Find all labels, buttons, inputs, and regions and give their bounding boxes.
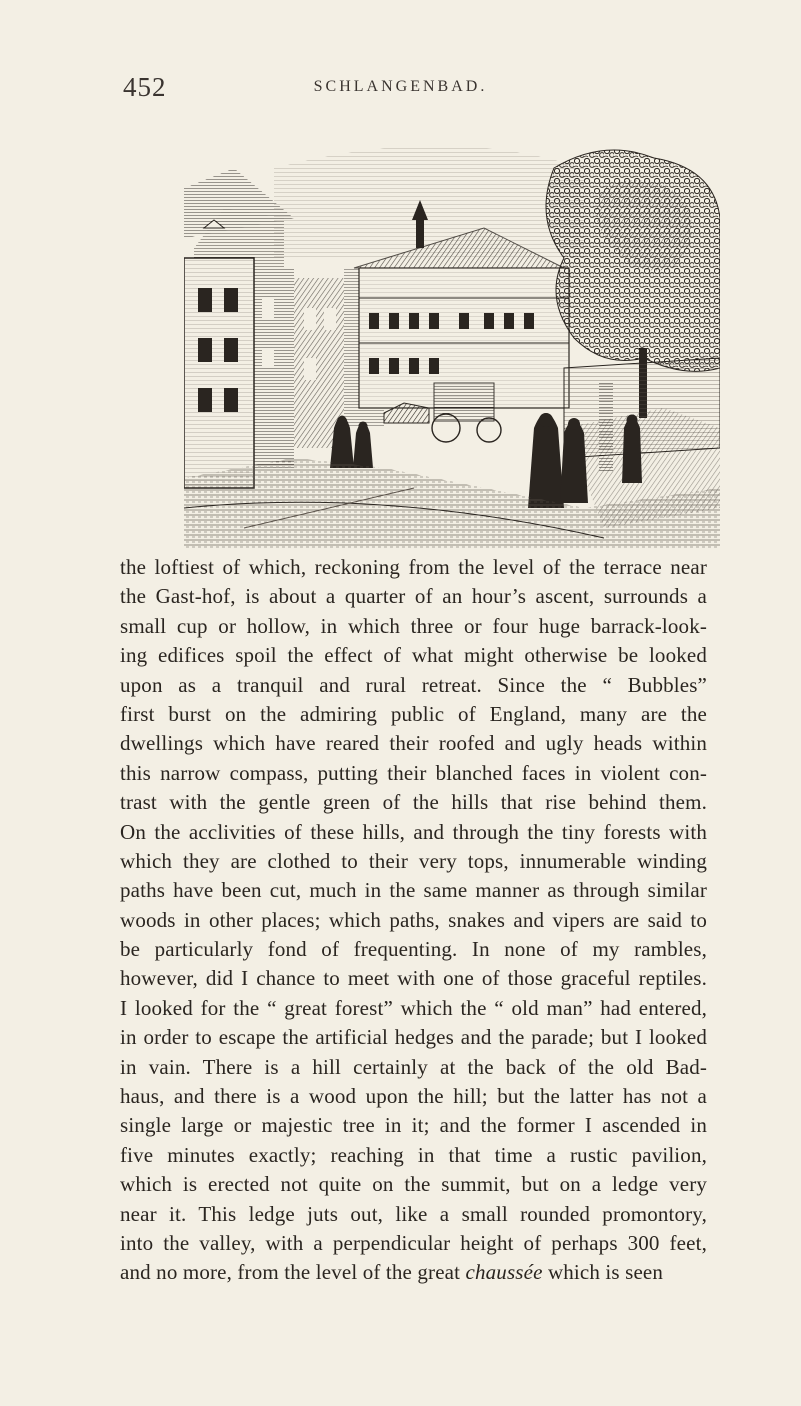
text-line: five minutes exactly; reaching in that time a rustic pavilion,: [120, 1142, 707, 1167]
engraving-illustration: [184, 128, 720, 548]
sky: [274, 146, 584, 259]
text-line: this narrow compass, putting their blanched faces in violent con-: [120, 760, 707, 785]
text-line: which they are clothed to their very tops, innumerable winding: [120, 848, 707, 873]
running-title: SCHLANGENBAD.: [313, 78, 488, 95]
text-line: paths have been cut, much in the same manner as through similar: [120, 878, 707, 903]
text-line: which is erected not quite on the summit, but on a ledge very: [120, 1172, 707, 1197]
text-line: however, did I chance to meet with one of those graceful reptiles.: [120, 966, 707, 991]
text-line: in vain. There is a hill certainly at the back of the old Bad-: [120, 1054, 707, 1079]
text-line: upon as a tranquil and rural retreat. Since the “ Bubbles”: [120, 672, 707, 697]
text-line: first burst on the admiring public of England, many are the: [120, 701, 707, 726]
text-line: ing edifices spoil the effect of what might otherwise be looked: [120, 643, 707, 668]
italic-word: chaussée: [465, 1260, 543, 1285]
page-number: 452: [123, 72, 167, 102]
text-lines: [120, 553, 707, 1258]
text-line: single large or majestic tree in it; and the former I ascended in: [120, 1113, 707, 1138]
text-line: [120, 1258, 707, 1287]
text-line: woods in other places; which paths, snakes and vipers are said to: [120, 907, 707, 932]
engraving-svg: [184, 128, 720, 548]
text-line: haus, and there is a wood upon the hill; but the latter has not a: [120, 1084, 707, 1109]
text-line: the Gast-hof, is about a quarter of an hour’s ascent, surrounds a: [120, 584, 707, 609]
text-line: On the acclivities of these hills, and through the tiny forests with: [120, 819, 707, 844]
text-line: I looked for the “ great forest” which the “ old man” had entered,: [120, 995, 707, 1020]
text-line: the loftiest of which, reckoning from the level of the terrace near: [120, 555, 707, 579]
running-head: [0, 72, 801, 112]
body-text: [120, 553, 707, 1288]
last-line-before: and no more, from the level of the great: [120, 1260, 466, 1285]
text-line: be particularly fond of frequenting. In none of my rambles,: [120, 937, 707, 962]
text-line: near it. This ledge juts out, like a small rounded promontory,: [120, 1201, 707, 1226]
text-line: trast with the gentle green of the hills that rise behind them.: [120, 790, 707, 815]
text-line: into the valley, with a perpendicular height of perhaps 300 feet,: [120, 1230, 707, 1255]
text-line: dwellings which have reared their roofed and ugly heads within: [120, 731, 707, 756]
text-line: in order to escape the artificial hedges and the parade; but I looked: [120, 1025, 707, 1050]
last-line-after: which is seen: [542, 1260, 664, 1285]
text-line: small cup or hollow, in which three or four huge barrack-look-: [120, 613, 707, 638]
